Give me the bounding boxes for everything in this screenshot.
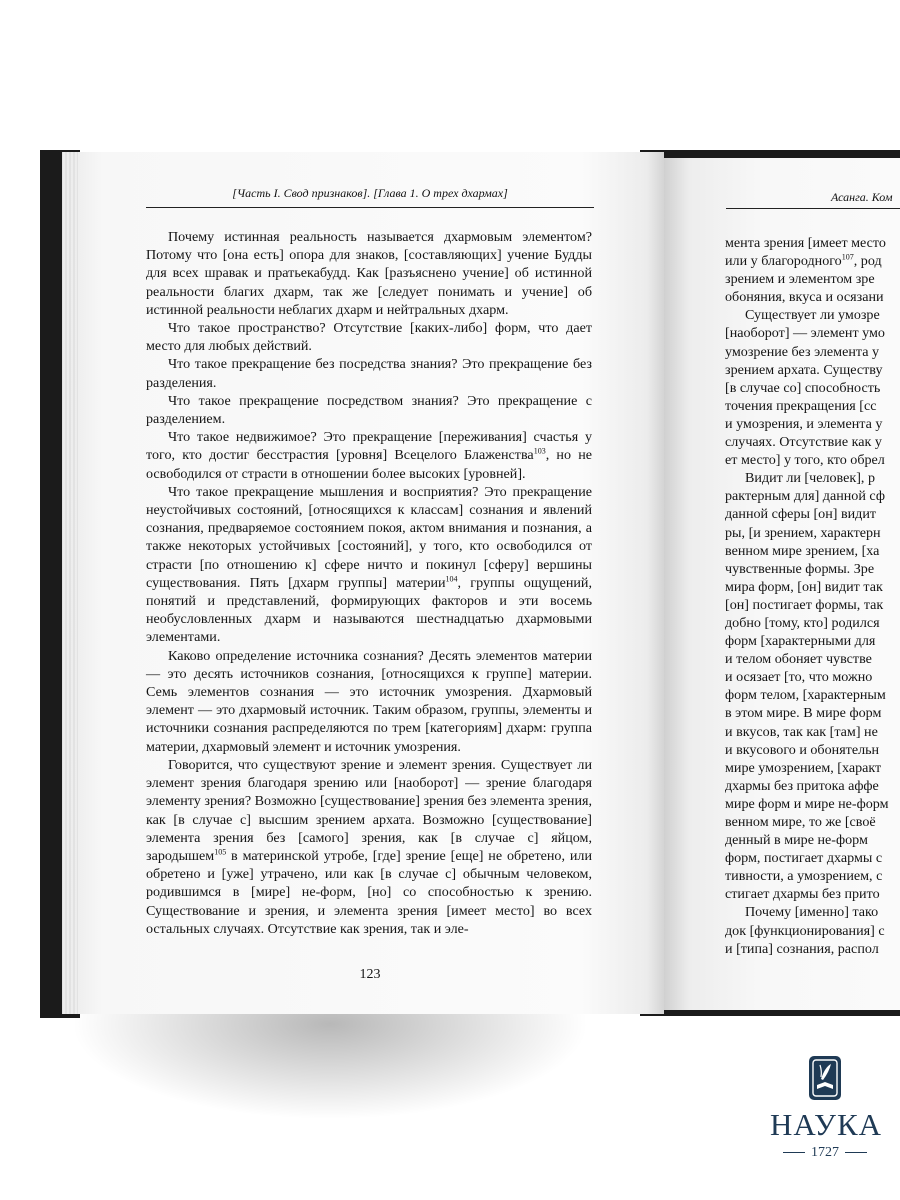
text-line [725, 596, 900, 614]
text-line [725, 433, 900, 451]
text-line [725, 831, 900, 849]
paragraph-text: Каково определение источника сознания? Десять элементов материи — это десять источников сознания, [относящихся к группе] материи. Семь элементов сознания — это источник умозрения. Дхармовый элемент — это дхармовый источник. Таким образом, группы, элементы и источники сознания распределяются по трем [категориям] дхарм: группа материи, дхармовый элемент и источник умозрения. [146, 647, 592, 755]
paragraph-text: Почему истинная реальность называется дхармовым элементом? Потому что [она есть] опора для знаков, [составляющих] учение Будды для всех шравак и пратьекабудд. Как [разъяснено учение] об истинной реальности благих дхарм, так же [следует понимать и учение] об истинной реальности неблагих дхарм и нейтральных дхарм. [146, 229, 592, 318]
paragraph-text: Что такое прекращение посредством знания? Это прекращение с разделением. [146, 392, 592, 428]
page-edges [62, 152, 78, 1014]
line-text: чувственные формы. Зре [725, 560, 875, 577]
paragraph [146, 228, 592, 319]
line-text: зрением архата. Существу [725, 361, 883, 378]
line-text: данной сферы [он] видит [725, 506, 877, 523]
text-line [725, 632, 900, 650]
paragraph [146, 428, 592, 483]
text-line [725, 940, 900, 958]
left-running-head: [Часть I. Свод признаков]. [Глава 1. О трех дхармах] [232, 186, 508, 200]
text-line [725, 270, 900, 288]
right-page-text [725, 234, 900, 958]
book-shadow [70, 1000, 590, 1120]
text-line [725, 741, 900, 759]
text-line [725, 379, 900, 397]
line-text: док [функционирования] с [725, 922, 885, 939]
text-line [725, 505, 900, 523]
line-text: и вкусового и обонятельн [725, 741, 880, 758]
paragraph-text: Говорится, что существуют зрение и элемент зрения. Существует ли элемент зрения благодаря зрению или [наоборот] — зрение благодаря элементу зрения? Возможно [существование] зрения без элемента зрения, как [в случае с] высшим зрением архата. Возможно [существование] элемента зрения без [самого] зрения, как [в случае с] яйцом, зародышем [146, 756, 592, 864]
text-line [725, 306, 900, 324]
text-line [725, 759, 900, 777]
line-text: форм телом, [характерным [725, 687, 886, 704]
text-line [725, 578, 900, 596]
text-line [725, 524, 900, 542]
text-line [725, 867, 900, 885]
line-text: мире умозрением, [характ [725, 759, 882, 776]
publisher-logo [770, 1055, 883, 1165]
paragraph-text: Что такое пространство? Отсутствие [каких-либо] форм, что дает место для любых действий. [146, 320, 592, 355]
paragraph-text: в материнской утробе, [где] зрение [еще] не обретено, или обретено и [уже] утрачено, или как [в случае с] обычным человеком, родившимся в [мире] не-форм, [но] со способностью к зрению. Существование и зрения, и элемента зрения [имеет место] во всех остальных случаях. Отсутствие как зрения, так и эле- [146, 847, 592, 937]
paragraph-text: , но не освободился от страсти в отношении более высоких [уровней]. [146, 447, 592, 482]
paragraph [146, 483, 592, 647]
footnote-marker: 105 [214, 847, 227, 857]
paragraph-text: Что такое недвижимое? Это прекращение [переживания] счастья у того, кто достиг бесстрастия [уровня] Всецелого Блаженства [146, 429, 592, 464]
line-text: мире форм и мире не-форм [725, 795, 889, 812]
paragraph-text: , группы ощущений, понятий и представлений, формирующих факторов и эти восемь необусловленных дхарм и называются шестнадцатью дхармовыми элементами. [146, 574, 592, 646]
line-text: и [типа] сознания, распол [725, 940, 879, 957]
line-text: мента зрения [имеет место [725, 235, 886, 251]
line-text: точения прекращения [сс [725, 397, 877, 414]
line-text: обоняния, вкуса и осязани [725, 289, 884, 306]
book-emblem-icon [808, 1055, 842, 1101]
line-text: или у благородного [725, 253, 842, 270]
line-text: , род [853, 253, 882, 270]
right-head-rule [726, 208, 900, 209]
line-text: венном мире зрением, [ха [725, 542, 880, 559]
line-text: и осязает [то, что можно [725, 669, 873, 686]
line-text: денный в мире не-форм [725, 832, 868, 849]
text-line [725, 361, 900, 379]
text-line [725, 922, 900, 940]
line-text: венном мире, то же [своё [725, 814, 876, 830]
paragraph-text: Что такое прекращение мышления и восприятия? Это прекращение неустойчивых состояний, [относящихся к классам] сознания и явлений сознания, предваряемое состоянием покоя, актом внимания и познания, а также некоторых устойчивых [состояний], у того, кто освободился от страсти [по отношению к] сфере ничто и покинул [сферу] вершины существования. Пять [дхарм группы] материи [146, 483, 592, 591]
line-text: Почему [именно] тако [745, 904, 879, 921]
line-text: в этом мире. В мире форм [725, 705, 882, 722]
text-line [725, 451, 900, 469]
line-text: ет место] у того, кто обрел [725, 452, 885, 469]
line-text: и умозрения, и элемента у [725, 415, 883, 432]
text-line [725, 469, 900, 487]
page-number: 123 [359, 967, 381, 982]
text-line [725, 723, 900, 741]
text-line [725, 650, 900, 668]
right-running-head: Асанга. Ком [831, 190, 893, 204]
line-text: тивности, а умозрением, с [725, 868, 883, 885]
line-text: Видит ли [человек], р [745, 470, 876, 487]
line-text: Существует ли умозре [745, 307, 880, 324]
line-text: и телом обоняет чувстве [725, 651, 872, 668]
line-text: и вкусов, так как [там] не [725, 723, 878, 740]
publisher-year [770, 1145, 880, 1161]
line-text: случаях. Отсутствие как у [725, 434, 882, 451]
footnote-marker: 104 [445, 574, 458, 584]
text-line [725, 686, 900, 704]
line-text: добно [тому, кто] родился [725, 614, 880, 631]
text-line [725, 542, 900, 560]
line-text: зрением и элементом зре [725, 271, 875, 288]
paragraph [146, 392, 592, 428]
text-line [725, 903, 900, 921]
paragraph [146, 647, 592, 756]
text-line [725, 795, 900, 813]
paragraph [146, 319, 592, 355]
text-line [725, 849, 900, 867]
text-line [725, 397, 900, 415]
line-text: стигает дхармы без прито [725, 886, 880, 903]
line-text: рактерным для] данной сф [725, 488, 885, 505]
text-line [725, 885, 900, 903]
text-line [725, 668, 900, 686]
publisher-year-text: 1727 [811, 1145, 839, 1160]
line-text: форм, постигает дхармы с [725, 850, 883, 867]
text-line [725, 777, 900, 795]
left-page-text [146, 228, 592, 938]
publisher-name: НАУКА [770, 1107, 883, 1142]
text-line [725, 704, 900, 722]
text-line [725, 234, 900, 252]
text-line [725, 813, 900, 831]
text-line [725, 343, 900, 361]
line-text: ры, [и зрением, характерн [725, 524, 881, 541]
text-line [725, 415, 900, 433]
left-head-rule [146, 207, 594, 208]
paragraph [146, 355, 592, 391]
text-line [725, 614, 900, 632]
text-line [725, 324, 900, 342]
line-text: [он] постигает формы, так [725, 596, 884, 613]
line-text: дхармы без притока аффе [725, 777, 879, 794]
paragraph [146, 756, 592, 938]
paragraph-text: Что такое прекращение без посредства знания? Это прекращение без разделения. [146, 356, 592, 391]
text-line [725, 252, 900, 270]
line-text: умозрение без элемента у [725, 343, 880, 360]
footnote-marker: 107 [841, 252, 854, 262]
text-line [725, 487, 900, 505]
text-line [725, 288, 900, 306]
line-text: форм [характерными для [725, 633, 876, 650]
text-line [725, 560, 900, 578]
line-text: [в случае со] способность [725, 379, 881, 396]
line-text: мира форм, [он] видит так [725, 578, 883, 595]
footnote-marker: 103 [533, 446, 546, 456]
line-text: [наоборот] — элемент умо [725, 325, 885, 342]
